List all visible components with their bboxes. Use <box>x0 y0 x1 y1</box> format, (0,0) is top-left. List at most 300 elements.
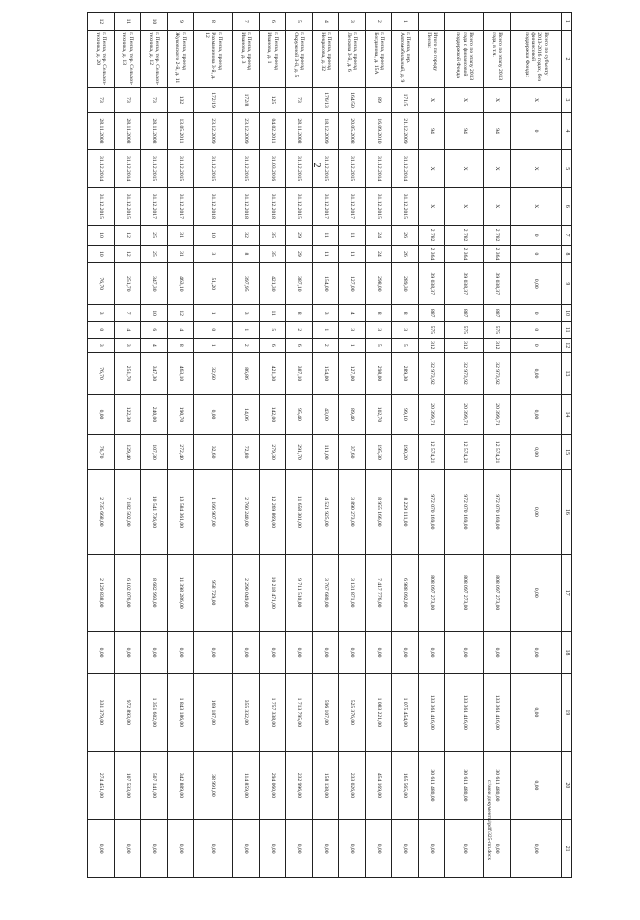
table-cell: 421,30 <box>259 352 286 394</box>
table-cell: 272,40 <box>167 434 194 469</box>
table-cell: 0,00 <box>194 632 233 674</box>
table-cell: 8 955 166,00 <box>365 470 392 554</box>
table-cell: 5 <box>365 338 392 352</box>
table-cell: 2 782 <box>418 225 445 245</box>
table-cell: 31.12.2015 <box>365 187 392 225</box>
table-cell: 279,30 <box>259 434 286 469</box>
table-cell: 16.09.2010 <box>365 112 392 150</box>
table-cell: 10 <box>194 225 233 245</box>
table-cell: 32,60 <box>194 434 233 469</box>
table-cell: X <box>484 150 511 188</box>
address-cell: г. Пенза, проезд Богданова, д. 15А <box>365 30 392 88</box>
table-cell: 454 169,00 <box>365 751 392 820</box>
table-cell: 0 <box>510 225 561 245</box>
table-cell <box>418 13 445 31</box>
table-cell: 0,00 <box>510 434 561 469</box>
column-number: 15 <box>562 434 572 469</box>
table-cell: 73 <box>286 88 313 112</box>
table-cell: 3 <box>88 305 115 322</box>
table-cell: 133 361 416,00 <box>445 674 484 752</box>
table-cell: 31.12.2015 <box>312 150 339 188</box>
table-cell: 507 141,00 <box>141 751 168 820</box>
table-cell: 1 <box>312 321 339 338</box>
table-cell: 0,00 <box>484 820 511 878</box>
table-cell: 38 991,00 <box>194 751 233 820</box>
table-cell: 25 <box>141 225 168 245</box>
column-number: 10 <box>562 305 572 322</box>
table-cell: 0,00 <box>510 352 561 394</box>
table-cell: 31.12.2017 <box>312 187 339 225</box>
table-cell: 1 <box>233 321 260 338</box>
table-cell: 1 757 338,00 <box>259 674 286 752</box>
table-cell: 8 <box>286 305 313 322</box>
table-cell: 294 060,00 <box>259 751 286 820</box>
table-cell: 575 <box>445 321 484 338</box>
table-cell: 72,80 <box>233 434 260 469</box>
column-number: 12 <box>562 338 572 352</box>
table-cell: 31.12.2015 <box>194 150 233 188</box>
table-cell <box>510 13 561 31</box>
table-cell: 347,30 <box>141 263 168 305</box>
table-cell: 102,70 <box>365 395 392 435</box>
column-number: 8 <box>562 245 572 263</box>
table-cell: 808 097 273,00 <box>484 554 511 632</box>
table-cell: 342 889,00 <box>167 751 194 820</box>
column-number: 6 <box>562 187 572 225</box>
table-cell: 0 <box>510 245 561 263</box>
table-cell: 8 <box>365 305 392 322</box>
table-cell: 176/13 <box>312 88 339 112</box>
table-row <box>365 13 392 878</box>
table-cell: 3 <box>392 321 419 338</box>
table-cell: 8 <box>233 245 260 263</box>
table-cell: 31.03.2016 <box>259 150 286 188</box>
table-cell: X <box>445 187 484 225</box>
table-cell: 30 611 480,00 <box>445 751 484 820</box>
table-cell: 972 070 169,00 <box>418 470 445 554</box>
table-cell: 0 <box>510 338 561 352</box>
table-cell: 6 <box>259 338 286 352</box>
table-cell: 31.12.2018 <box>233 187 260 225</box>
table-row <box>339 13 366 878</box>
table-cell: 0,00 <box>510 554 561 632</box>
table-cell: 114 859,00 <box>233 751 260 820</box>
table-cell: 51,20 <box>194 263 233 305</box>
table-cell: 2 782 <box>484 225 511 245</box>
table-cell: 169 187,00 <box>194 674 233 752</box>
table-cell: 29 <box>286 225 313 245</box>
address-cell: г. Пенза, проезд Лескова 3-й, д. 6 <box>339 30 366 88</box>
table-cell: 14,06 <box>233 395 260 435</box>
footer-file-path: c:\мои документы\pdf\325-пп.docx <box>486 779 492 861</box>
table-cell: 232 996,00 <box>286 751 313 820</box>
table-cell: 107,30 <box>141 434 168 469</box>
column-number: 16 <box>562 470 572 554</box>
table-cell: X <box>418 150 445 188</box>
table-cell: 28.11.2008 <box>88 112 115 150</box>
table-cell: 0,00 <box>445 632 484 674</box>
address-cell: г. Пенза, тер. Сельхоз-техника, д. 13 <box>114 30 141 88</box>
table-cell: 251,70 <box>114 352 141 394</box>
column-number: 1 <box>562 13 572 31</box>
table-cell: 0,00 <box>365 820 392 878</box>
table-cell: 2 760 240,00 <box>233 470 260 554</box>
table-cell: 887 <box>445 305 484 322</box>
table-cell: 20 399,71 <box>418 395 445 435</box>
table-cell: 3 <box>339 13 366 31</box>
table-cell: 9 <box>167 13 194 31</box>
table-cell: 3 <box>339 321 366 338</box>
table-cell: 26 <box>392 225 419 245</box>
table-cell: 154,00 <box>312 352 339 394</box>
table-cell: 10 541 736,00 <box>141 470 168 554</box>
table-cell: 0,00 <box>510 751 561 820</box>
table-cell: 31.12.2015 <box>88 187 115 225</box>
table-cell: 298,00 <box>365 263 392 305</box>
table-cell: 0,00 <box>312 820 339 878</box>
table-cell: 274 451,00 <box>88 751 115 820</box>
column-number: 17 <box>562 554 572 632</box>
table-cell: 11 <box>339 225 366 245</box>
table-cell: 21.12.2009 <box>392 112 419 150</box>
table-cell: 24 <box>365 245 392 263</box>
table-cell: 0,00 <box>365 632 392 674</box>
table-cell: X <box>418 187 445 225</box>
table-cell: 11 658 301,00 <box>286 470 313 554</box>
table-cell: 4 <box>339 305 366 322</box>
address-cell: Итого по городу Пенза: <box>418 30 445 88</box>
page-number: 2 <box>311 162 322 168</box>
table-cell: 8 229 111,00 <box>392 470 419 554</box>
table-cell: 0,00 <box>484 632 511 674</box>
table-cell: 4 <box>141 338 168 352</box>
table-cell: 94 <box>445 112 484 150</box>
table-cell: 190,20 <box>392 434 419 469</box>
table-cell: 31.12.2017 <box>141 187 168 225</box>
column-number: 9 <box>562 263 572 305</box>
column-number: 21 <box>562 820 572 878</box>
table-cell: 0,00 <box>141 632 168 674</box>
table-cell: 1 <box>194 338 233 352</box>
table-cell: 0,00 <box>510 674 561 752</box>
table-cell: 31.12.2015 <box>114 187 141 225</box>
table-cell: 0,00 <box>88 395 115 435</box>
table-cell: 37,60 <box>339 434 366 469</box>
table-cell: 0,00 <box>233 820 260 878</box>
table-cell: 12 <box>114 245 141 263</box>
table-cell: 355 332,00 <box>233 674 260 752</box>
table-cell: 111,00 <box>312 434 339 469</box>
address-cell: г. Пенза, тер. Сельхоз-техника, д. 12 <box>141 30 168 88</box>
table-cell: 95,40 <box>286 395 313 435</box>
table-cell: 24 <box>365 225 392 245</box>
table-cell: 127,00 <box>339 352 366 394</box>
column-number: 11 <box>562 321 572 338</box>
address-cell: Всего по этапу 2013 года с финансовой поддержкой Фонда <box>445 30 484 88</box>
table-cell: 122,30 <box>114 395 141 435</box>
table-cell: 43,00 <box>312 395 339 435</box>
table-cell: 35 <box>259 245 286 263</box>
table-cell: 3 <box>194 245 233 263</box>
table-cell: 0,00 <box>510 470 561 554</box>
table-cell: 298,00 <box>365 352 392 394</box>
table-cell: 2 364 <box>445 245 484 263</box>
table-cell: 13.05.2011 <box>167 112 194 150</box>
table-cell: 0 <box>510 321 561 338</box>
table-cell: 132 <box>167 88 194 112</box>
table-cell: 0,00 <box>233 632 260 674</box>
address-cell: г. Пенза, проезд Некрасова, д. 32 <box>312 30 339 88</box>
table-cell: 30 611 480,00 <box>418 751 445 820</box>
table-row <box>312 13 339 878</box>
table-row <box>141 13 168 878</box>
table-cell: 31.12.2015 <box>286 150 313 188</box>
table-cell: 127,00 <box>339 263 366 305</box>
table-cell: 7 417 776,00 <box>365 554 392 632</box>
column-number: 2 <box>562 30 572 88</box>
column-number: 19 <box>562 674 572 752</box>
table-cell: 575 <box>418 321 445 338</box>
table-cell: 11 <box>259 305 286 322</box>
table-cell: 31.12.2014 <box>365 150 392 188</box>
table-cell: 89,40 <box>339 395 366 435</box>
table-cell: 0,00 <box>167 632 194 674</box>
table-cell: 28.11.2008 <box>114 112 141 150</box>
table-cell: 107 533,00 <box>114 751 141 820</box>
table-cell: 0 <box>88 321 115 338</box>
table-cell: 1 <box>392 13 419 31</box>
table-cell: 31.12.2014 <box>88 150 115 188</box>
table-cell: 7 <box>114 305 141 322</box>
table-cell: 3 131 871,00 <box>339 554 366 632</box>
table-cell: 89 <box>365 88 392 112</box>
table-cell: 31.12.2015 <box>286 187 313 225</box>
table-cell: 0,00 <box>510 632 561 674</box>
table-cell: 1 843 186,00 <box>167 674 194 752</box>
table-cell: X <box>445 150 484 188</box>
table-cell: 35 <box>259 225 286 245</box>
table-cell: 0,00 <box>418 820 445 878</box>
table-cell: 31.12.2018 <box>259 187 286 225</box>
table-cell: 158 138,00 <box>312 751 339 820</box>
table-cell: 31.12.2015 <box>167 150 194 188</box>
column-number: 18 <box>562 632 572 674</box>
table-cell: X <box>418 88 445 112</box>
address-cell: г. Пенза, пер. Автомобильный, д. 9 <box>392 30 419 88</box>
table-cell: 12 574,21 <box>418 434 445 469</box>
address-cell: Всего по этапу 2013 года, в т.ч. <box>484 30 511 88</box>
table-cell: 2 <box>286 321 313 338</box>
table-cell: 29 <box>286 245 313 263</box>
table-cell: 2 364 <box>484 245 511 263</box>
table-cell: 575 <box>484 321 511 338</box>
table-cell: 10 <box>141 13 168 31</box>
table-cell: 8 <box>194 13 233 31</box>
column-number: 3 <box>562 88 572 112</box>
table-row <box>114 13 141 878</box>
table-cell: 596 107,00 <box>312 674 339 752</box>
table-cell: 887 <box>484 305 511 322</box>
table-cell: 0,00 <box>339 820 366 878</box>
table-cell: 0,00 <box>194 820 233 878</box>
table-cell: 0 <box>510 305 561 322</box>
table-cell: 4 <box>114 321 141 338</box>
table-cell: 289,30 <box>392 352 419 394</box>
table-cell: 172/19 <box>194 88 233 112</box>
address-cell: г. Пенза, тер. Сельхоз-техника, д. 20 <box>88 30 115 88</box>
table-cell: 0,00 <box>392 632 419 674</box>
table-cell: 0,00 <box>194 395 233 435</box>
table-cell: 10 <box>141 305 168 322</box>
table-cell: 5 <box>259 321 286 338</box>
table-cell: 421,30 <box>259 263 286 305</box>
table-cell: 30 611 480,00 <box>484 751 511 820</box>
table-cell: 2 129 838,00 <box>88 554 115 632</box>
table-cell: 12 574,21 <box>484 434 511 469</box>
table-cell: 0,00 <box>339 632 366 674</box>
table-cell: 0,00 <box>445 820 484 878</box>
table-cell: 0,00 <box>510 820 561 878</box>
table-cell: 76,70 <box>88 352 115 394</box>
table-cell: 1 351 602,00 <box>141 674 168 752</box>
table-cell: 31.12.2015 <box>339 150 366 188</box>
table-cell: 312 <box>445 338 484 352</box>
table-cell: 32 <box>233 225 260 245</box>
column-number: 13 <box>562 352 572 394</box>
table-cell: 5 <box>392 338 419 352</box>
table-cell: 129,40 <box>114 434 141 469</box>
table-cell: 3 <box>88 338 115 352</box>
table-cell: 12 <box>167 305 194 322</box>
table-cell: 31.12.2017 <box>339 187 366 225</box>
table-cell: 73 <box>114 88 141 112</box>
table-cell: 387,10 <box>286 263 313 305</box>
table-cell: 2 <box>233 338 260 352</box>
table-row <box>194 13 233 878</box>
table-cell: 2 364 <box>418 245 445 263</box>
table-cell: 8 <box>392 305 419 322</box>
table-cell: 291,70 <box>286 434 313 469</box>
table-cell: 31.12.2017 <box>167 187 194 225</box>
table-cell: 11 <box>312 225 339 245</box>
table-cell: 6 102 076,00 <box>114 554 141 632</box>
table-cell: X <box>484 187 511 225</box>
table-cell: 165 565,00 <box>392 751 419 820</box>
table-cell: 12 269 869,00 <box>259 470 286 554</box>
table-cell: 39 038,37 <box>418 263 445 305</box>
column-number: 7 <box>562 225 572 245</box>
table-cell: 6 <box>141 321 168 338</box>
table-cell: 972 070 169,00 <box>445 470 484 554</box>
table-cell: X <box>510 88 561 112</box>
address-cell: г. Пенза, проезд Иванова, д. 1 <box>259 30 286 88</box>
table-cell: 8 682 993,00 <box>141 554 168 632</box>
table-cell: 887 <box>418 305 445 322</box>
table-cell: 233 026,00 <box>339 751 366 820</box>
table-cell: 1 083 221,00 <box>365 674 392 752</box>
table-body <box>88 13 572 878</box>
table-cell: X <box>445 88 484 112</box>
table-cell: 251,70 <box>114 263 141 305</box>
table-cell: 154,00 <box>312 263 339 305</box>
table-cell: 10 218 471,00 <box>259 554 286 632</box>
table-cell: 11 <box>312 245 339 263</box>
table-cell: 28.11.2008 <box>286 112 313 150</box>
table-row <box>286 13 313 878</box>
table-cell: 195,30 <box>365 434 392 469</box>
table-cell: 6 988 092,00 <box>392 554 419 632</box>
table-cell: 31.12.2014 <box>114 150 141 188</box>
table-cell: 972 070 169,00 <box>484 470 511 554</box>
table-cell: 76,70 <box>88 263 115 305</box>
table-cell: 525 376,00 <box>339 674 366 752</box>
table-cell: 397,95 <box>233 263 260 305</box>
column-number: 14 <box>562 395 572 435</box>
table-cell: 20.05.2008 <box>339 112 366 150</box>
table-cell: 0,00 <box>114 632 141 674</box>
table-row <box>510 13 561 878</box>
table-cell: 9 711 510,00 <box>286 554 313 632</box>
table-cell: 73 <box>88 88 115 112</box>
table-cell: 23.12.2009 <box>194 112 233 150</box>
table-cell: 94 <box>418 112 445 150</box>
table-cell: 958 729,00 <box>194 554 233 632</box>
address-cell: г. Пенза, проезд Иванова, д. 3 <box>233 30 260 88</box>
table-cell: 463,10 <box>167 352 194 394</box>
table-cell: 1 <box>194 305 233 322</box>
table-cell: 23.12.2009 <box>233 112 260 150</box>
table-cell: 32 973,92 <box>418 352 445 394</box>
table-cell: 3 767 680,00 <box>312 554 339 632</box>
table-cell: 0,00 <box>510 263 561 305</box>
table-cell: 0,00 <box>286 820 313 878</box>
table-cell: 31.12.2018 <box>194 187 233 225</box>
table-row <box>167 13 194 878</box>
table-row <box>445 13 484 878</box>
table-cell: 20 399,71 <box>445 395 484 435</box>
table-cell: 0,00 <box>259 820 286 878</box>
table-cell: 12 <box>88 13 115 31</box>
table-cell: 0,00 <box>286 632 313 674</box>
table-cell: 0 <box>194 321 233 338</box>
table-cell: 99,10 <box>392 395 419 435</box>
table-cell: 172/8 <box>233 88 260 112</box>
table-cell: 28.11.2008 <box>141 112 168 150</box>
table-row <box>88 13 115 878</box>
table-cell: 2 <box>365 13 392 31</box>
table-cell: 463,10 <box>167 263 194 305</box>
table-cell: 11 <box>114 13 141 31</box>
table-cell: 26 <box>392 245 419 263</box>
table-row <box>418 13 445 878</box>
table-cell: 3 890 273,00 <box>339 470 366 554</box>
table-cell: 0,00 <box>88 632 115 674</box>
table-cell: 1 166 907,00 <box>194 470 233 554</box>
address-cell: Всего по субъекту 2013-2016 годах, без финансовой поддержки Фонда: <box>510 30 561 88</box>
table-cell: 32 973,92 <box>484 352 511 394</box>
table-cell: 331 379,00 <box>88 674 115 752</box>
column-number: 5 <box>562 150 572 188</box>
table-cell: 11 <box>339 245 366 263</box>
data-table <box>87 12 572 878</box>
table-cell: 2 782 <box>445 225 484 245</box>
address-cell: г. Пенза, проезд Окружной 3-й, д. 5 <box>286 30 313 88</box>
table-cell: 4 <box>312 13 339 31</box>
table-cell: 4 521 925,00 <box>312 470 339 554</box>
table-cell: 12 574,21 <box>445 434 484 469</box>
table-cell: 18.12.2009 <box>312 112 339 150</box>
table-cell: 32,60 <box>194 352 233 394</box>
